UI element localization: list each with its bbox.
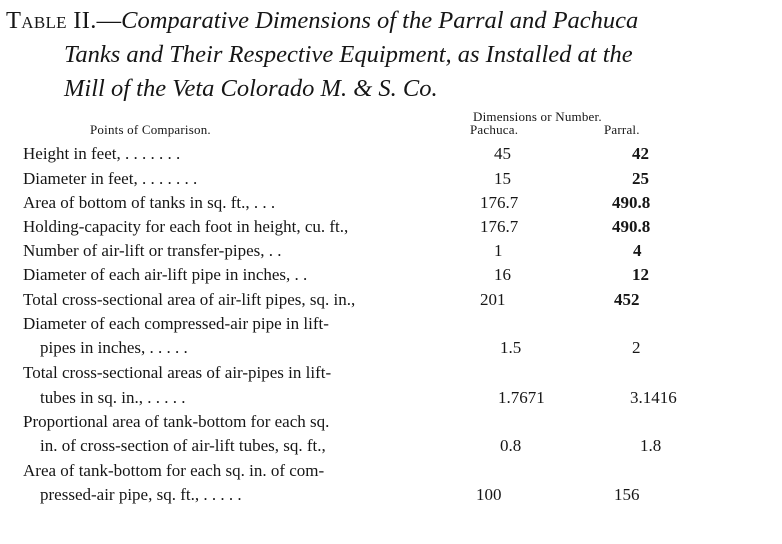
table-number: Table II. — [6, 7, 97, 34]
pachuca-value: 100 — [476, 485, 502, 504]
parral-value: 4 — [633, 241, 642, 260]
pachuca-value: 201 — [480, 290, 506, 309]
pachuca-value: 1.7671 — [498, 388, 545, 407]
column-header-parral: Parral. — [604, 122, 640, 137]
column-header-points: Points of Comparison. — [90, 122, 211, 137]
row-label: Number of air-lift or transfer-pipes, . . — [23, 241, 282, 260]
column-header-pachuca: Pachuca. — [470, 122, 519, 137]
parral-value: 490.8 — [612, 217, 651, 236]
row-label: pipes in inches, . . . . . — [40, 338, 188, 357]
column-group-header: Dimensions or Number. — [473, 109, 602, 124]
row-label: Diameter in feet, . . . . . . . — [23, 169, 198, 188]
pachuca-value: 176.7 — [480, 217, 519, 236]
row-label: Total cross-sectional area of air-lift pipes, sq. in., — [23, 290, 356, 309]
parral-value: 25 — [632, 169, 649, 188]
parral-value: 2 — [632, 338, 641, 357]
pachuca-value: 1.5 — [500, 338, 522, 357]
table-caption-line-1 — [6, 6, 638, 36]
parral-value: 452 — [614, 290, 640, 309]
pachuca-value: 1 — [494, 241, 503, 260]
pachuca-value: 45 — [494, 144, 511, 163]
caption-title-line-2: Tanks and Their Respective Equipment, as Installed at the — [64, 41, 633, 68]
row-label: Area of bottom of tanks in sq. ft., . . . — [23, 193, 276, 212]
row-label: Height in feet, . . . . . . . — [23, 144, 181, 163]
parral-value: 42 — [632, 144, 649, 163]
caption-dash: — — [96, 7, 122, 34]
table-caption-line-2 — [64, 40, 633, 70]
row-label: Holding-capacity for each foot in height, cu. ft., — [23, 217, 349, 236]
table-caption-line-3 — [64, 74, 438, 104]
row-label: in. of cross-section of air-lift tubes, sq. ft., — [40, 436, 326, 455]
caption-title-line-1: Comparative Dimensions of the Parral and Pachuca — [121, 7, 639, 34]
row-label: Diameter of each compressed-air pipe in lift- — [23, 314, 329, 333]
pachuca-value: 176.7 — [480, 193, 519, 212]
parral-value: 1.8 — [640, 436, 662, 455]
row-label: tubes in sq. in., . . . . . — [40, 388, 186, 407]
pachuca-value: 0.8 — [500, 436, 522, 455]
pachuca-value: 16 — [494, 265, 511, 284]
row-label: Total cross-sectional areas of air-pipes in lift- — [23, 363, 332, 382]
parral-value: 3.1416 — [630, 388, 677, 407]
pachuca-value: 15 — [494, 169, 511, 188]
row-label: Proportional area of tank-bottom for each sq. — [23, 412, 330, 431]
caption-title-line-3: Mill of the Veta Colorado M. & S. Co. — [64, 75, 438, 102]
row-label: Diameter of each air-lift pipe in inches, . . — [23, 265, 308, 284]
parral-value: 490.8 — [612, 193, 651, 212]
parral-value: 12 — [632, 265, 649, 284]
parral-value: 156 — [614, 485, 640, 504]
row-label: Area of tank-bottom for each sq. in. of com- — [23, 461, 325, 480]
row-label: pressed-air pipe, sq. ft., . . . . . — [40, 485, 242, 504]
